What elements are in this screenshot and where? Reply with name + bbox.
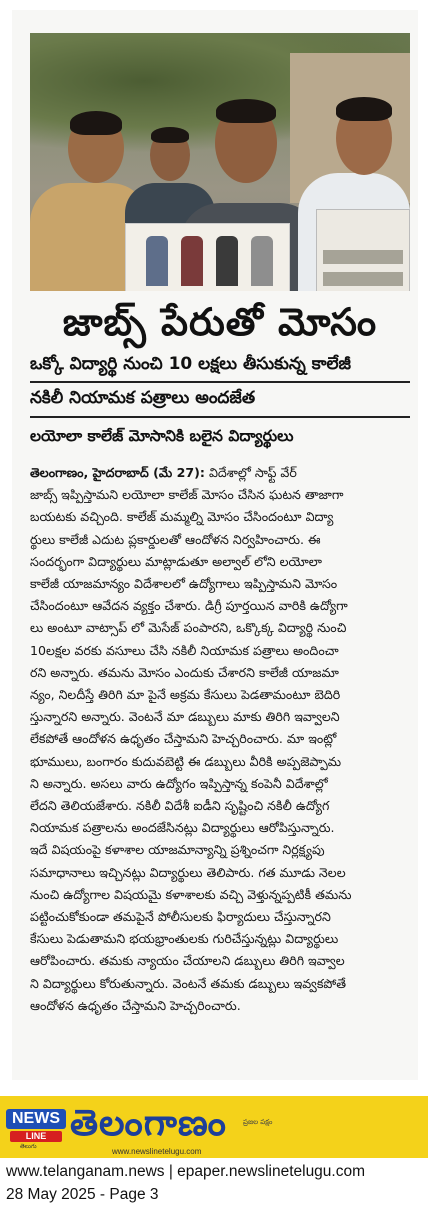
body-line: సందర్భంగా విద్యార్థులు మాట్లాడుతూ అల్వాల్ లోని లయోలా [30, 553, 322, 569]
held-placard [316, 209, 410, 291]
body-line: భూములు, బంగారం కుదువబెట్టి ఈ డబ్బులు వీరికి అప్పజెప్పామ [30, 753, 342, 769]
doc-figure [146, 236, 168, 286]
doc-figure [181, 236, 203, 286]
body-line: ర్థులు కాలేజీ ఎదుట ప్లకార్డులతో ఆందోళన నిర్వహించారు. ఈ [30, 531, 321, 547]
subheading-3: లయోలా కాలేజ్ మోసానికి బలైన విద్యార్థులు [30, 427, 294, 445]
body-line: లేకపోతే ఆందోళన ఉధృతం చేస్తామని హెచ్చరించారు. మా ఇంట్లో [30, 731, 337, 747]
article-headline: జాబ్స్ పేరుతో మోసం [62, 300, 378, 344]
body-line: జాబ్స్ ఇప్పిస్తామని లయోలా కాలేజ్ మోసం చేసిన ఘటన తాజాగా [30, 487, 344, 503]
body-line: రని అన్నారు. తమను మోసం ఎందుకు చేశారని కాలేజీ యాజమా [30, 664, 339, 680]
doc-figure [216, 236, 238, 286]
placard-row [323, 272, 403, 286]
divider [30, 416, 410, 418]
student-1-hair [70, 111, 122, 135]
body-line: ని విద్యార్థులు కోరుతున్నారు. వెంటనే తమకు డబ్బులు ఇవ్వకపోతే [30, 975, 347, 991]
article-photo [30, 33, 410, 291]
body-line-0 [30, 462, 410, 484]
body-line: 10లక్షల వరకు వసూలు చేసి నకిలీ నియామక పత్రాలు అందించా [30, 642, 339, 658]
footer-date-page: 28 May 2025 - Page 3 [6, 1186, 159, 1203]
body-line: లు అంటూ వాట్సాప్ లో మెసేజ్ పంపారని, ఒక్కొక్క విద్యార్థి నుంచి [30, 620, 347, 636]
newsline-logo[interactable] [6, 1109, 66, 1150]
held-photo-document [125, 223, 290, 291]
masthead-title: తెలంగాణం [70, 1103, 227, 1144]
body-line: కేసులు పెడుతామని భయభ్రాంతులకు గురిచేస్తున్నట్లు విద్యార్థులు [30, 931, 339, 947]
student-3-hair [216, 99, 276, 123]
body-line: ఇదే విషయంపై కళాశాల యాజమాన్యాన్ని ప్రశ్నించగా నిర్లక్ష్యపు [30, 842, 325, 858]
logo-line-text: LINE [10, 1131, 62, 1142]
dateline: తెలంగాణం, హైదరాబాద్ (మే 27): [30, 465, 205, 480]
body-line: పట్టించుకోకుండా తమపైనే పోలీసులకు ఫిర్యాదులు చేస్తున్నారని [30, 909, 331, 925]
body-line: స్తున్నారని అన్నారు. వెంటనే మా డబ్బులు మాకు తిరిగి ఇవ్వాలని [30, 709, 340, 725]
body-line: లేదని తెలియజేశారు. నకిలీ విదేశీ ఐడీని సృష్టించి నకిలీ ఉద్యోగ [30, 798, 330, 814]
placard-row [323, 250, 403, 264]
body-text: విదేశాల్లో సాఫ్ట్ వేర్ [208, 465, 297, 480]
divider [30, 381, 410, 383]
article-body [30, 462, 410, 1017]
body-line: బయటకు వచ్చింది. కాలేజ్ మమ్మల్ని మోసం చేసిందంటూ విద్యా [30, 509, 334, 525]
body-line: న్యం, నిలదీస్తే తిరిగి మా పైనే అక్రమ కేసులు పెడతామంటూ బెదిరి [30, 687, 341, 703]
body-line: ఆరోపించారు. తమకు న్యాయం చేయాలని డబ్బులు తిరిగి ఇవ్వాల [30, 953, 345, 969]
subheading-1: ఒక్కో విద్యార్థి నుంచి 10 లక్షలు తీసుకున్న కాలేజీ [30, 354, 351, 374]
body-line: నియామక పత్రాలను అందజేసినట్లు విద్యార్థులు ఆరోపిస్తున్నారు. [30, 820, 335, 836]
logo-news-text: NEWS [6, 1109, 66, 1129]
body-line: కాలేజీ యాజమాన్యం విదేశాలలో ఉద్యోగాలు ఇప్పిస్తామని మోసం [30, 576, 338, 592]
logo-telugu-text: తెలుగు [20, 1143, 37, 1150]
body-line: ఆందోళన ఉధృతం చేస్తామని హెచ్చరించారు. [30, 997, 241, 1013]
masthead-site[interactable]: www.newslinetelugu.com [112, 1147, 202, 1156]
body-line: ని అన్నారు. అసలు వారు ఉద్యోగం ఇప్పిస్తాన్న కంపెనీ విదేశాల్లో [30, 775, 328, 791]
body-line: నుంచి ఉద్యోగాల విషయమై కళాశాలకు వచ్చి వెళ్తున్నప్పటికీ తమను [30, 886, 352, 902]
body-line: చేసిందంటూ ఆవేదన వ్యక్తం చేశారు. డిగ్రీ పూర్తయిన వారికి ఉద్యోగా [30, 598, 348, 614]
student-4-hair [336, 97, 392, 121]
subheading-2: నకిలీ నియామక పత్రాలు అందజేత [30, 388, 256, 408]
footer-sites[interactable]: www.telanganam.news | epaper.newslinetelugu.com [6, 1163, 366, 1180]
masthead-band [0, 1096, 428, 1158]
doc-figure [251, 236, 273, 286]
masthead-tagline: ప్రజల పక్షం [243, 1118, 273, 1126]
body-line: సమాధానాలు ఇచ్చినట్లు విద్యార్థులు తెలిపారు. గత మూడు నెలల [30, 864, 346, 880]
student-2-hair [151, 127, 189, 143]
